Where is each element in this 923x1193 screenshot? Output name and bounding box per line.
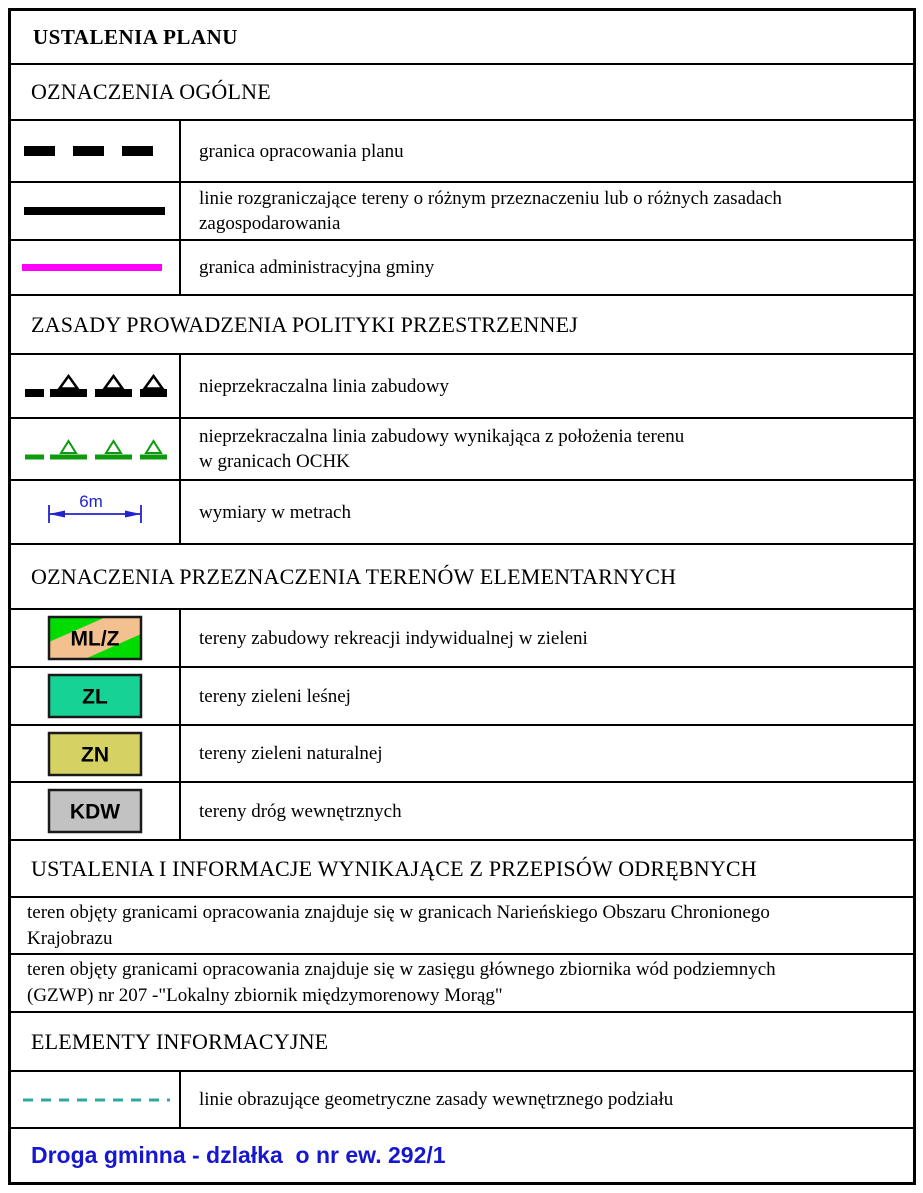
- row-label: [181, 481, 913, 543]
- row-building-limit-line: [11, 355, 913, 419]
- label-line: wymiary w metrach: [199, 501, 351, 523]
- label-line: nieprzekraczalna linia zabudowy wynikająca z położenia terenu: [199, 426, 685, 447]
- section-heading-przeznaczenie-terenow: [11, 545, 913, 610]
- zone-code-label: ZN: [81, 743, 109, 766]
- municipal-admin-boundary-symbol: [11, 241, 181, 294]
- label-line: tereny dróg wewnętrznych: [199, 800, 402, 822]
- zl-swatch-icon: [47, 673, 143, 719]
- row-internal-division-line: [11, 1072, 913, 1129]
- dimension-symbol: [11, 481, 181, 543]
- section-heading-przepisy-odrebne: [11, 841, 913, 898]
- dashed-black-line-icon: [15, 144, 175, 158]
- label-line: tereny zieleni leśnej: [199, 685, 351, 707]
- section-heading-elementy-informacyjne: [11, 1013, 913, 1072]
- zone-zl-swatch: [11, 668, 181, 724]
- label-line: zagospodarowania: [199, 213, 341, 234]
- row-municipal-admin-boundary: [11, 241, 913, 296]
- row-zone-mlz: [11, 610, 913, 668]
- label-line: tereny zabudowy rekreacji indywidualnej w zieleni: [199, 627, 588, 649]
- row-label: [181, 783, 913, 839]
- note-line: Krajobrazu: [27, 927, 113, 949]
- section-heading-label: OZNACZENIA PRZEZNACZENIA TERENÓW ELEMENTARNYCH: [31, 563, 677, 589]
- magenta-line-icon: [15, 263, 175, 272]
- legend-table: [8, 8, 916, 1185]
- legend-title-row: [11, 11, 913, 65]
- zone-code-label: ZL: [82, 685, 108, 709]
- row-zone-kdw: [11, 783, 913, 841]
- dimension-value-label: 6m: [79, 492, 103, 511]
- zn-swatch-icon: [47, 731, 143, 777]
- row-label: [181, 355, 913, 417]
- row-label: [181, 183, 913, 239]
- zone-mlz-swatch: [11, 610, 181, 666]
- section-heading-label: ZASADY PROWADZENIA POLITYKI PRZESTRZENNEJ: [31, 311, 578, 337]
- section-heading-label: USTALENIA I INFORMACJE WYNIKAJĄCE Z PRZEPISÓW ODRĘBNYCH: [31, 855, 757, 881]
- footer-note-row: [11, 1129, 913, 1182]
- solid-black-line-icon: [15, 206, 175, 216]
- row-note-obszar-chroniony: [11, 898, 913, 955]
- row-label: [181, 668, 913, 724]
- row-zone-zl: [11, 668, 913, 726]
- zone-code-label: KDW: [69, 800, 121, 824]
- dimension-arrow-icon: [19, 491, 171, 533]
- row-label: [181, 1072, 913, 1127]
- row-label: [181, 610, 913, 666]
- row-label: [181, 241, 913, 294]
- label-line: w granicach OCHK: [199, 451, 350, 472]
- dash-triangle-green-line-icon: [17, 436, 173, 462]
- row-plan-area-boundary: [11, 121, 913, 183]
- row-label: [181, 726, 913, 781]
- zone-zn-swatch: [11, 726, 181, 781]
- footer-note: Droga gminna - dzlałka o nr ew. 292/1: [31, 1142, 446, 1168]
- building-limit-line-symbol: [11, 355, 181, 417]
- row-note-gzwp: [11, 955, 913, 1013]
- row-label: [181, 419, 913, 479]
- note-line: teren objęty granicami opracowania znajduje się w granicach Narieńskiego Obszaru Chronionego: [27, 901, 770, 923]
- label-line: linie obrazujące geometryczne zasady wewnętrznego podziału: [199, 1089, 674, 1110]
- label-line: linie rozgraniczające tereny o różnym przeznaczeniu lub o różnych zasadach: [199, 188, 782, 209]
- row-zone-zn: [11, 726, 913, 783]
- dashed-teal-line-icon: [15, 1095, 175, 1105]
- zone-code-label: ML/Z: [70, 627, 120, 651]
- mlz-swatch-icon: [47, 615, 143, 661]
- row-zoning-dividing-line: [11, 183, 913, 241]
- section-heading-label: ELEMENTY INFORMACYJNE: [31, 1028, 329, 1054]
- zoning-dividing-line-symbol: [11, 183, 181, 239]
- label-line: granica opracowania planu: [199, 140, 404, 162]
- note-line: (GZWP) nr 207 -"Lokalny zbiornik międzymorenowy Morąg": [27, 985, 503, 1006]
- building-limit-line-ochk-symbol: [11, 419, 181, 479]
- row-dimensions-in-meters: [11, 481, 913, 545]
- label-line: tereny zieleni naturalnej: [199, 743, 383, 764]
- label-line: granica administracyjna gminy: [199, 257, 435, 278]
- plan-area-boundary-symbol: [11, 121, 181, 181]
- row-building-limit-line-ochk: [11, 419, 913, 481]
- section-heading-oznaczenia-ogolne: [11, 65, 913, 121]
- label-line: nieprzekraczalna linia zabudowy: [199, 375, 450, 397]
- legend-title: USTALENIA PLANU: [33, 24, 238, 49]
- note-line: teren objęty granicami opracowania znajduje się w zasięgu głównego zbiornika wód podziemnych: [27, 959, 776, 980]
- section-heading-label: OZNACZENIA OGÓLNE: [31, 79, 271, 104]
- zone-kdw-swatch: [11, 783, 181, 839]
- kdw-swatch-icon: [47, 788, 143, 834]
- internal-division-line-symbol: [11, 1072, 181, 1127]
- row-label: [181, 121, 913, 181]
- section-heading-zasady-polityki: [11, 296, 913, 355]
- dash-triangle-black-line-icon: [17, 372, 173, 400]
